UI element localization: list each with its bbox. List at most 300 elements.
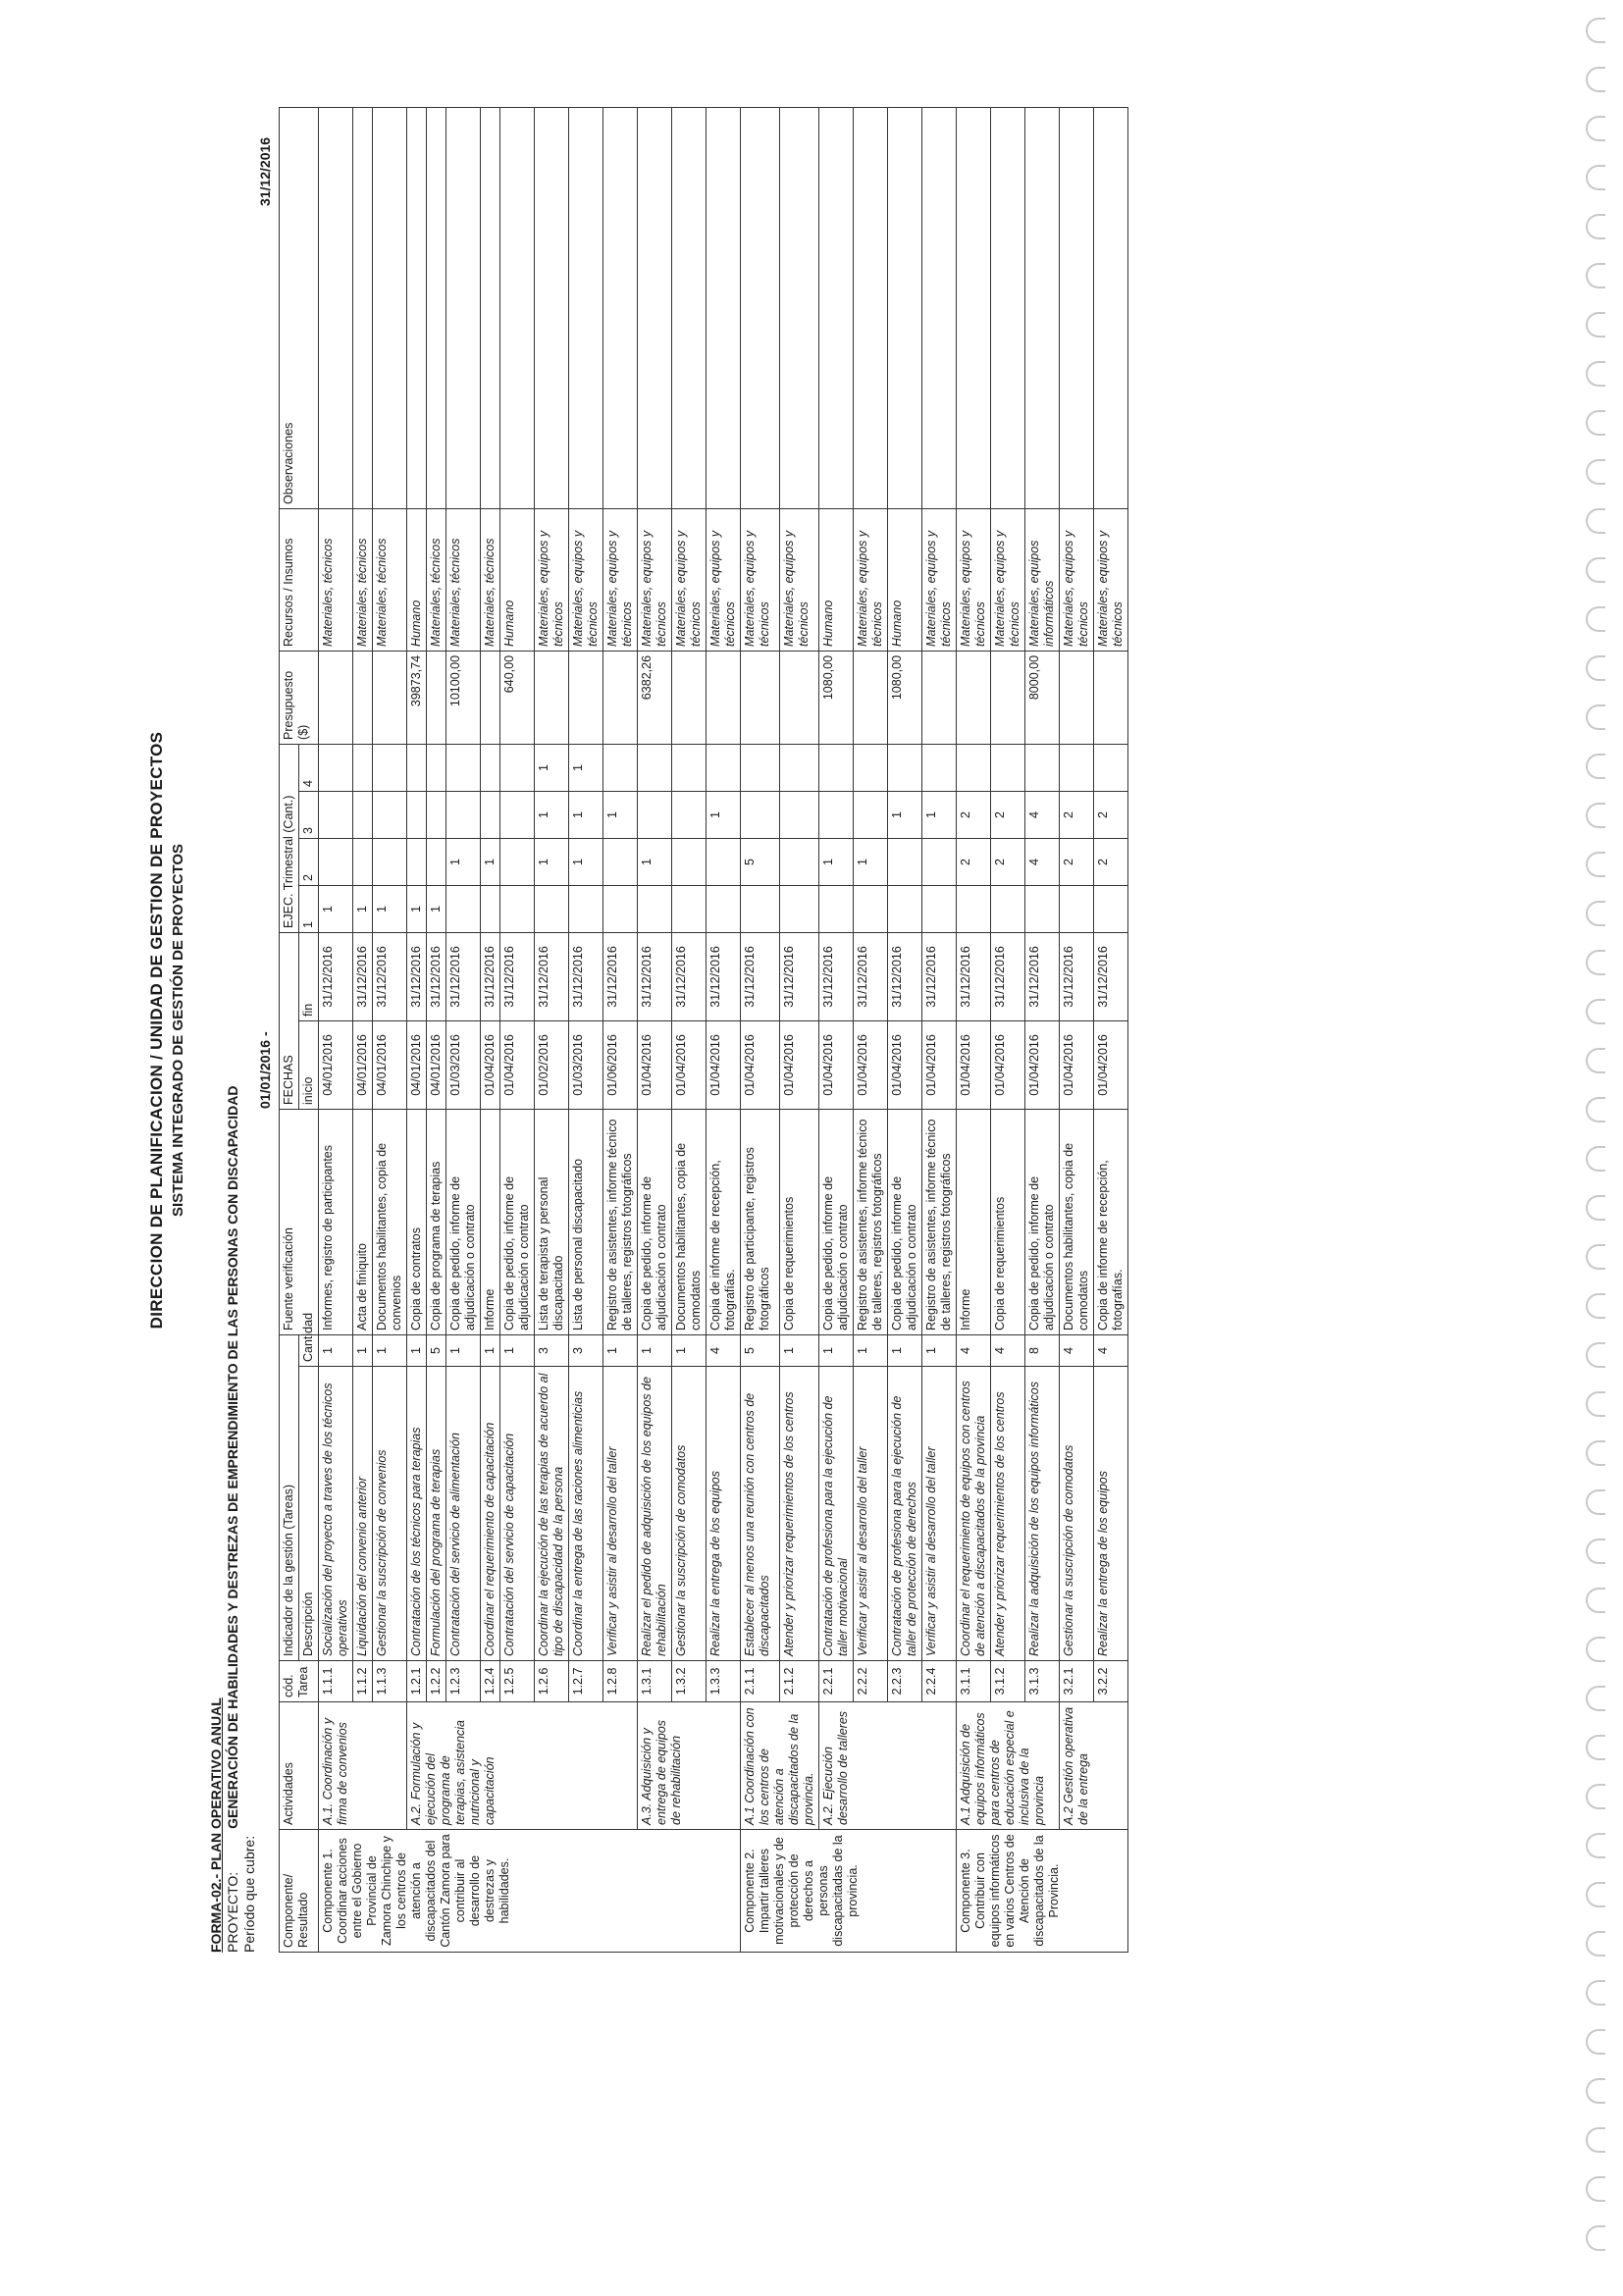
col-actividades: Actividades <box>280 1702 319 1830</box>
quarter-1 <box>780 885 819 932</box>
budget <box>741 651 780 744</box>
binder-ring-icon <box>1586 1784 1605 1809</box>
quarter-4 <box>481 744 500 791</box>
observations <box>1094 107 1128 508</box>
budget <box>707 651 741 744</box>
task-code: 1.3.1 <box>638 1661 672 1702</box>
verification-source: Acta de finiquito <box>353 1109 373 1334</box>
task-description: Atender y priorizar requerimientos de los centros <box>780 1367 819 1661</box>
task-code: 2.2.1 <box>819 1661 854 1702</box>
end-date: 31/12/2016 <box>569 932 603 1020</box>
table-row <box>780 107 819 1952</box>
task-description: Contratación del servicio de alimentación <box>446 1367 481 1661</box>
observations <box>854 107 888 508</box>
task-code: 1.2.6 <box>535 1661 569 1702</box>
resources: Materiales, equipos y técnicos <box>1060 508 1094 651</box>
budget: 8000,00 <box>1025 651 1060 744</box>
resources: Materiales, equipos y técnicos <box>991 508 1025 651</box>
observations <box>407 107 427 508</box>
verification-source: Registro de asistentes, informe técnico de talleres, registros fotográficos <box>603 1109 638 1334</box>
quarter-1: 1 <box>319 885 353 932</box>
quarter-3: 2 <box>1094 791 1128 838</box>
quarter-1 <box>446 885 481 932</box>
start-date: 01/04/2016 <box>854 1020 888 1109</box>
start-date: 04/01/2016 <box>407 1020 427 1109</box>
task-quantity: 4 <box>1060 1334 1094 1366</box>
task-quantity: 1 <box>446 1334 481 1366</box>
end-date: 31/12/2016 <box>500 932 535 1020</box>
task-description: Gestionar la suscripción de convenios <box>373 1367 407 1661</box>
task-description: Contratación de profesiona para la ejecución de taller motivacional <box>819 1367 854 1661</box>
table-row <box>707 107 741 1952</box>
verification-source: Copia de contratos <box>407 1109 427 1334</box>
task-quantity: 4 <box>957 1334 991 1366</box>
binder-ring-icon <box>1586 655 1605 681</box>
quarter-2: 1 <box>819 838 854 885</box>
binder-ring-icon <box>1586 754 1605 779</box>
task-description: Atender y priorizar requerimientos de los centros <box>991 1367 1025 1661</box>
plan-table-body <box>319 107 1128 1952</box>
quarter-2: 1 <box>569 838 603 885</box>
task-code: 2.2.3 <box>888 1661 922 1702</box>
binder-ring-icon <box>1586 2029 1605 2055</box>
budget <box>373 651 407 744</box>
resources: Materiales, equipos y técnicos <box>569 508 603 651</box>
task-description: Realizar la entrega de los equipos <box>707 1367 741 1661</box>
budget <box>535 651 569 744</box>
task-quantity: 1 <box>854 1334 888 1366</box>
binder-ring-icon <box>1586 1195 1605 1221</box>
resources: Materiales, técnicos <box>319 508 353 651</box>
start-date: 01/04/2016 <box>481 1020 500 1109</box>
quarter-4 <box>603 744 638 791</box>
observations <box>446 107 481 508</box>
table-row <box>888 107 922 1952</box>
task-description: Realizar la entrega de los equipos <box>1094 1367 1128 1661</box>
end-date: 31/12/2016 <box>922 932 957 1020</box>
table-row <box>319 107 353 1952</box>
binder-ring-icon <box>1586 852 1605 877</box>
start-date: 01/04/2016 <box>672 1020 707 1109</box>
task-quantity: 1 <box>603 1334 638 1366</box>
period-start: 01/01/2016 - <box>257 1031 273 1109</box>
start-date: 01/04/2016 <box>707 1020 741 1109</box>
task-code: 1.2.1 <box>407 1661 427 1702</box>
col-componente: Componente/ Resultado <box>280 1830 319 1953</box>
activity-cell: A.1 Coordinación con los centros de atención a discapacitados de la provincia. <box>741 1702 819 1830</box>
quarter-3 <box>319 791 353 838</box>
task-quantity: 3 <box>569 1334 603 1366</box>
end-date: 31/12/2016 <box>741 932 780 1020</box>
col-fechas: FECHAS <box>280 932 299 1109</box>
quarter-2: 1 <box>481 838 500 885</box>
budget <box>427 651 446 744</box>
end-date: 31/12/2016 <box>1060 932 1094 1020</box>
resources: Materiales, equipos y técnicos <box>957 508 991 651</box>
quarter-2 <box>427 838 446 885</box>
table-row <box>638 107 672 1952</box>
quarter-3 <box>500 791 535 838</box>
start-date: 01/04/2016 <box>957 1020 991 1109</box>
end-date: 31/12/2016 <box>446 932 481 1020</box>
binder-ring-icon <box>1586 901 1605 926</box>
quarter-3: 4 <box>1025 791 1060 838</box>
resources: Humano <box>888 508 922 651</box>
quarter-4 <box>672 744 707 791</box>
task-code: 3.1.1 <box>957 1661 991 1702</box>
binder-ring-icon <box>1586 1391 1605 1417</box>
resources: Materiales, técnicos <box>353 508 373 651</box>
end-date: 31/12/2016 <box>957 932 991 1020</box>
task-description: Contratación de los técnicos para terapias <box>407 1367 427 1661</box>
period-dates <box>257 108 277 1953</box>
budget: 1080,00 <box>888 651 922 744</box>
budget <box>603 651 638 744</box>
resources: Materiales, técnicos <box>427 508 446 651</box>
task-quantity: 1 <box>319 1334 353 1366</box>
quarter-3 <box>854 791 888 838</box>
project-label: PROYECTO: <box>225 1871 240 1953</box>
start-date: 01/03/2016 <box>446 1020 481 1109</box>
activity-cell: A.2 Gestión operativa de la entrega <box>1060 1702 1128 1830</box>
quarter-4: 1 <box>535 744 569 791</box>
quarter-4 <box>1094 744 1128 791</box>
quarter-2: 1 <box>446 838 481 885</box>
binder-ring-icon <box>1586 1588 1605 1613</box>
start-date: 01/04/2016 <box>888 1020 922 1109</box>
end-date: 31/12/2016 <box>373 932 407 1020</box>
col-inicio: inicio <box>299 1020 319 1109</box>
task-code: 1.1.3 <box>373 1661 407 1702</box>
quarter-1: 1 <box>407 885 427 932</box>
task-quantity: 5 <box>741 1334 780 1366</box>
quarter-3 <box>373 791 407 838</box>
table-row <box>991 107 1025 1952</box>
binder-ring-icon <box>1586 508 1605 534</box>
task-quantity: 1 <box>780 1334 819 1366</box>
budget <box>569 651 603 744</box>
col-presupuesto: Presupuesto ($) <box>280 651 319 744</box>
observations <box>373 107 407 508</box>
quarter-2: 2 <box>1094 838 1128 885</box>
quarter-2: 1 <box>854 838 888 885</box>
org-title: DIRECCION DE PLANIFICACION / UNIDAD DE GESTION DE PROYECTOS <box>147 731 166 1330</box>
budget <box>957 651 991 744</box>
quarter-3 <box>819 791 854 838</box>
binder-ring-icon <box>1586 67 1605 92</box>
binder-ring-icon <box>1586 2225 1605 2251</box>
observations <box>780 107 819 508</box>
start-date: 01/04/2016 <box>1025 1020 1060 1109</box>
quarter-4 <box>500 744 535 791</box>
quarter-3 <box>780 791 819 838</box>
task-quantity: 4 <box>991 1334 1025 1366</box>
binder-ring-icon <box>1586 2127 1605 2153</box>
activity-cell: A.3. Adquisición y entrega de equipos de rehabilitación <box>638 1702 741 1830</box>
verification-source: Documentos habilitantes, copia de comodatos <box>1060 1109 1094 1334</box>
binder-ring-icon <box>1586 1342 1605 1368</box>
component-cell: Componente 3. Contribuir con equipos informáticos en varios Centros de Atención de discapacitados de la Provincia. <box>957 1830 1128 1953</box>
start-date: 01/04/2016 <box>819 1020 854 1109</box>
task-quantity: 3 <box>535 1334 569 1366</box>
task-quantity: 1 <box>373 1334 407 1366</box>
resources: Materiales, equipos y técnicos <box>922 508 957 651</box>
task-code: 3.2.2 <box>1094 1661 1128 1702</box>
task-description: Liquidación del convenio anterior <box>353 1367 373 1661</box>
binder-ring-icon <box>1586 1833 1605 1858</box>
end-date: 31/12/2016 <box>819 932 854 1020</box>
task-description: Coordinar la ejecución de las terapias de acuerdo al tipo de discapacidad de la persona <box>535 1367 569 1661</box>
quarter-2 <box>922 838 957 885</box>
start-date: 04/01/2016 <box>353 1020 373 1109</box>
observations <box>535 107 569 508</box>
quarter-2: 2 <box>991 838 1025 885</box>
task-code: 2.1.1 <box>741 1661 780 1702</box>
task-quantity: 1 <box>922 1334 957 1366</box>
budget <box>922 651 957 744</box>
binder-ring-icon <box>1586 165 1605 190</box>
table-row <box>819 107 854 1952</box>
activity-cell: A.1. Coordinación y firma de convenios <box>319 1702 407 1830</box>
quarter-1 <box>991 885 1025 932</box>
binder-ring-icon <box>1586 1097 1605 1122</box>
task-code: 1.1.1 <box>319 1661 353 1702</box>
quarter-2: 2 <box>957 838 991 885</box>
quarter-1 <box>638 885 672 932</box>
binder-ring-icon <box>1586 1539 1605 1564</box>
table-row <box>1025 107 1060 1952</box>
resources: Materiales, equipos y técnicos <box>1094 508 1128 651</box>
binder-ring-icon <box>1586 1637 1605 1662</box>
verification-source: Copia de pedido, informe de adjudicación o contrato <box>500 1109 535 1334</box>
verification-source: Informe <box>957 1109 991 1334</box>
task-quantity: 1 <box>353 1334 373 1366</box>
start-date: 01/04/2016 <box>638 1020 672 1109</box>
binder-ring-icon <box>1586 1980 1605 2006</box>
period-label: Período que cubre: <box>241 1835 257 1953</box>
project-name: GENERACIÓN DE HABILIDADES Y DESTREZAS DE EMPRENDIMIENTO DE LAS PERSONAS CON DISCAPACIDAD <box>225 1085 240 1829</box>
task-quantity: 1 <box>500 1334 535 1366</box>
task-description: Verificar y asistir al desarrollo del taller <box>922 1367 957 1661</box>
quarter-1: 1 <box>427 885 446 932</box>
quarter-3 <box>407 791 427 838</box>
binder-ring-icon <box>1586 950 1605 975</box>
quarter-4 <box>780 744 819 791</box>
quarter-1 <box>1025 885 1060 932</box>
end-date: 31/12/2016 <box>407 932 427 1020</box>
end-date: 31/12/2016 <box>481 932 500 1020</box>
end-date: 31/12/2016 <box>1025 932 1060 1020</box>
task-description: Establecer al menos una reunión con centros de discapacitados <box>741 1367 780 1661</box>
end-date: 31/12/2016 <box>603 932 638 1020</box>
budget <box>991 651 1025 744</box>
end-date: 31/12/2016 <box>353 932 373 1020</box>
resources: Materiales, equipos y técnicos <box>780 508 819 651</box>
table-row <box>1094 107 1128 1952</box>
binder-ring-icon <box>1586 361 1605 387</box>
end-date: 31/12/2016 <box>672 932 707 1020</box>
binder-ring-icon <box>1586 2078 1605 2104</box>
budget <box>353 651 373 744</box>
quarter-2 <box>353 838 373 885</box>
col-fin: fin <box>299 932 319 1020</box>
resources: Materiales, técnicos <box>373 508 407 651</box>
resources: Materiales, equipos informáticos <box>1025 508 1060 651</box>
task-code: 1.2.7 <box>569 1661 603 1702</box>
period-end: 31/12/2016 <box>257 136 273 206</box>
observations <box>1060 107 1094 508</box>
table-row <box>569 107 603 1952</box>
quarter-4 <box>957 744 991 791</box>
binder-ring-icon <box>1586 1735 1605 1760</box>
verification-source: Registro de asistentes, informe técnico de talleres, registros fotográficos <box>854 1109 888 1334</box>
quarter-1 <box>481 885 500 932</box>
col-t2: 2 <box>299 838 319 885</box>
quarter-3: 1 <box>707 791 741 838</box>
task-description: Contratación de profesiona para la ejecución de taller de protección de derechos <box>888 1367 922 1661</box>
budget <box>1094 651 1128 744</box>
start-date: 01/04/2016 <box>1094 1020 1128 1109</box>
table-row <box>741 107 780 1952</box>
binder-ring-icon <box>1586 459 1605 485</box>
task-code: 2.2.2 <box>854 1661 888 1702</box>
start-date: 01/04/2016 <box>1060 1020 1094 1109</box>
binder-ring-icon <box>1586 312 1605 338</box>
col-t3: 3 <box>299 791 319 838</box>
quarter-4 <box>353 744 373 791</box>
quarter-4 <box>427 744 446 791</box>
binder-ring-icon <box>1586 1146 1605 1172</box>
verification-source: Copia de programa de terapias <box>427 1109 446 1334</box>
end-date: 31/12/2016 <box>780 932 819 1020</box>
resources: Materiales, equipos y técnicos <box>535 508 569 651</box>
quarter-1 <box>672 885 707 932</box>
task-description: Socialización del proyecto a traves de los técnicos operativos <box>319 1367 353 1661</box>
quarter-2: 1 <box>535 838 569 885</box>
verification-source: Registro de participante, registros fotográficos <box>741 1109 780 1334</box>
binder-ring-icon <box>1586 1440 1605 1466</box>
col-cantidad: Cantidad <box>299 1334 319 1366</box>
quarter-1 <box>741 885 780 932</box>
verification-source: Lista de personal discapacitado <box>569 1109 603 1334</box>
observations <box>427 107 446 508</box>
table-row <box>427 107 446 1952</box>
quarter-4 <box>854 744 888 791</box>
quarter-1 <box>957 885 991 932</box>
binder-ring-icon <box>1586 263 1605 288</box>
task-description: Verificar y asistir al desarrollo del taller <box>854 1367 888 1661</box>
budget: 6382,26 <box>638 651 672 744</box>
start-date: 04/01/2016 <box>319 1020 353 1109</box>
component-cell: Componente 2. Impartir talleres motivacionales y de protección de derechos a personas discapacitadas de la provincia. <box>741 1830 957 1953</box>
quarter-1: 1 <box>353 885 373 932</box>
quarter-2: 4 <box>1025 838 1060 885</box>
task-code: 1.3.2 <box>672 1661 707 1702</box>
verification-source: Registro de asistentes, informe técnico de talleres, registros fotográficos <box>922 1109 957 1334</box>
quarter-1 <box>1094 885 1128 932</box>
col-descripcion: Descripción <box>299 1367 319 1661</box>
binder-ring-icon <box>1586 18 1605 43</box>
table-row <box>535 107 569 1952</box>
quarter-2 <box>500 838 535 885</box>
start-date: 01/03/2016 <box>569 1020 603 1109</box>
verification-source: Copia de requerimientos <box>780 1109 819 1334</box>
resources: Materiales, técnicos <box>481 508 500 651</box>
col-ejec: EJEC. Trimestral (Cant.) <box>280 744 299 932</box>
col-cod: cód. Tarea <box>280 1661 319 1702</box>
start-date: 01/04/2016 <box>500 1020 535 1109</box>
quarter-1 <box>888 885 922 932</box>
resources: Materiales, equipos y técnicos <box>672 508 707 651</box>
quarter-3 <box>481 791 500 838</box>
quarter-2 <box>407 838 427 885</box>
table-row <box>1060 107 1094 1952</box>
task-description: Verificar y asistir al desarrollo del taller <box>603 1367 638 1661</box>
quarter-1 <box>819 885 854 932</box>
quarter-1 <box>922 885 957 932</box>
table-row <box>481 107 500 1952</box>
start-date: 01/04/2016 <box>741 1020 780 1109</box>
binder-ring-icon <box>1586 704 1605 730</box>
resources: Materiales, equipos y técnicos <box>638 508 672 651</box>
quarter-2: 1 <box>638 838 672 885</box>
task-code: 1.3.3 <box>707 1661 741 1702</box>
quarter-4 <box>373 744 407 791</box>
quarter-4 <box>319 744 353 791</box>
binder-ring-icon <box>1586 410 1605 436</box>
quarter-4 <box>741 744 780 791</box>
end-date: 31/12/2016 <box>427 932 446 1020</box>
task-description: Coordinar el requerimiento de equipos con centros de atención a discapacitados de la provincia <box>957 1367 991 1661</box>
verification-source: Informe <box>481 1109 500 1334</box>
end-date: 31/12/2016 <box>535 932 569 1020</box>
observations <box>569 107 603 508</box>
task-quantity: 4 <box>1094 1334 1128 1366</box>
binder-ring-icon <box>1586 214 1605 239</box>
resources: Humano <box>819 508 854 651</box>
quarter-2: 2 <box>1060 838 1094 885</box>
document-header <box>147 108 186 1953</box>
budget <box>319 651 353 744</box>
binder-ring-icon <box>1586 1244 1605 1270</box>
task-description: Coordinar la entrega de las raciones alimenticias <box>569 1367 603 1661</box>
quarter-3: 1 <box>922 791 957 838</box>
quarter-2 <box>603 838 638 885</box>
task-code: 1.2.3 <box>446 1661 481 1702</box>
binder-rings <box>1580 10 1605 2276</box>
verification-source: Copia de informe de recepción, fotografías. <box>707 1109 741 1334</box>
start-date: 04/01/2016 <box>427 1020 446 1109</box>
end-date: 31/12/2016 <box>707 932 741 1020</box>
task-quantity: 1 <box>638 1334 672 1366</box>
table-row <box>373 107 407 1952</box>
end-date: 31/12/2016 <box>319 932 353 1020</box>
task-quantity: 1 <box>672 1334 707 1366</box>
quarter-4 <box>922 744 957 791</box>
quarter-2 <box>672 838 707 885</box>
task-code: 1.2.5 <box>500 1661 535 1702</box>
table-row <box>603 107 638 1952</box>
task-code: 3.1.2 <box>991 1661 1025 1702</box>
end-date: 31/12/2016 <box>1094 932 1128 1020</box>
start-date: 01/02/2016 <box>535 1020 569 1109</box>
budget: 10100,00 <box>446 651 481 744</box>
table-row <box>500 107 535 1952</box>
quarter-4 <box>1025 744 1060 791</box>
observations <box>638 107 672 508</box>
quarter-3 <box>638 791 672 838</box>
col-t4: 4 <box>299 744 319 791</box>
